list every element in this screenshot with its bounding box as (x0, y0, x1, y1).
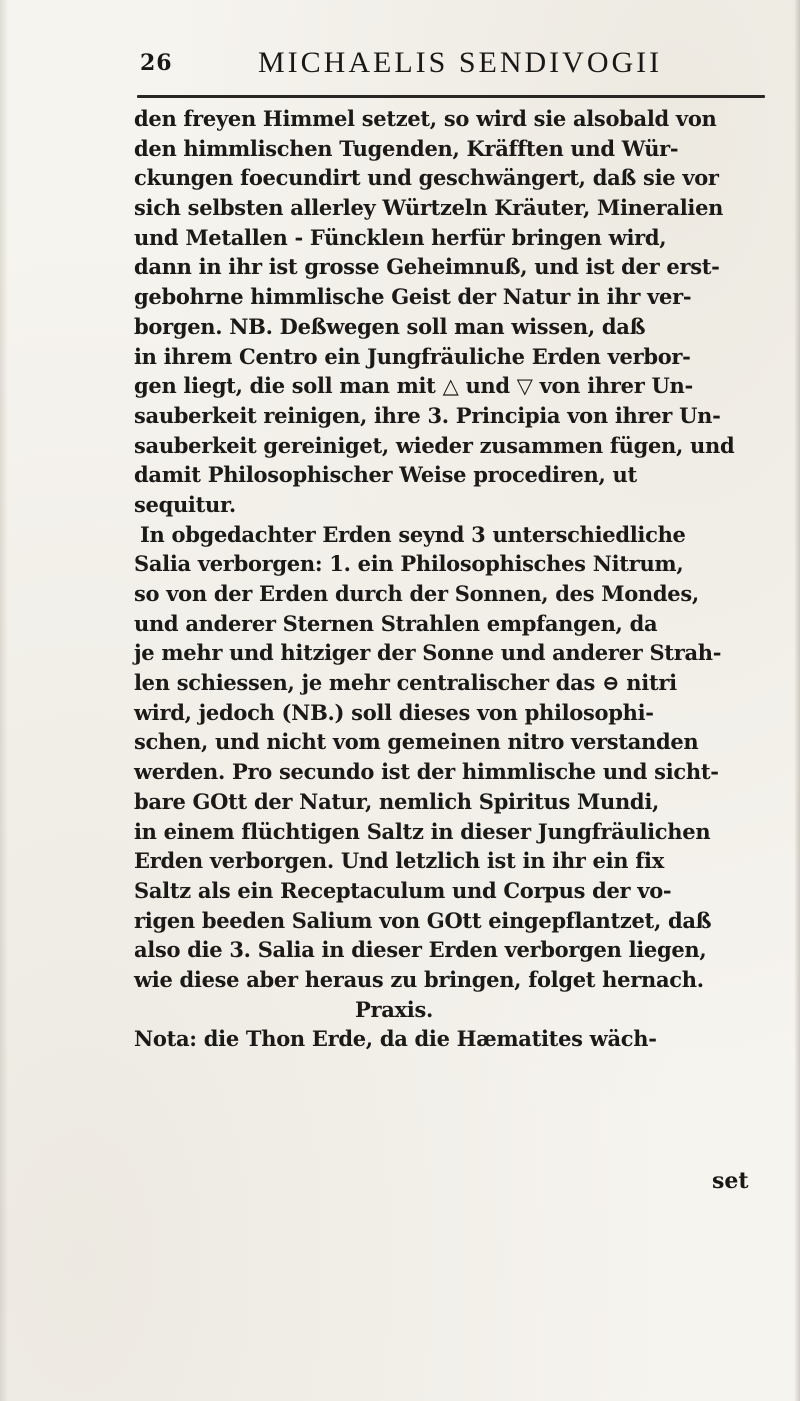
text-line: len schiessen, je mehr centralischer das ⊖ nitri (134, 670, 677, 696)
text-line: Saltz als ein Receptaculum und Corpus der vo- (134, 877, 672, 903)
text-line: wird, jedoch (NB.) soll dieses von philosophi- (134, 699, 654, 725)
text-line: borgen. NB. Deßwegen soll man wissen, daß (134, 313, 646, 339)
text-line: in ihrem Centro ein Jungfräuliche Erden verbor- (134, 343, 691, 369)
text-line: in einem flüchtigen Saltz in dieser Jungfräulichen (134, 818, 711, 844)
text-line: bare GOtt der Natur, nemlich Spiritus Mundi, (134, 788, 660, 814)
text-line: In obgedachter Erden seynd 3 unterschiedliche (140, 521, 686, 547)
text-line: sauberkeit gereiniget, wieder zusammen fügen, und (134, 432, 735, 458)
text-line: Erden verborgen. Und letzlich ist in ihr ein fix (134, 848, 664, 874)
text-line: gen liegt, die soll man mit △ und ▽ von ihrer Un- (134, 373, 693, 399)
text-line: je mehr und hitziger der Sonne und anderer Strah- (134, 640, 722, 666)
text-line: so von der Erden durch der Sonnen, des Mondes, (134, 581, 699, 606)
text-line: also die 3. Salia in dieser Erden verborgen liegen, (134, 937, 707, 963)
section-heading-praxis: Praxis. (355, 996, 433, 1022)
running-head: MICHAELIS SENDIVOGII (258, 46, 663, 79)
text-line: sich selbsten allerley Würtzeln Kräuter, Mineralien (134, 195, 724, 221)
text-line: und Metallen - Fünckleın herfür bringen wird, (134, 224, 667, 250)
text-line: den himmlischen Tugenden, Kräfften und Wür- (134, 135, 679, 161)
body-text (134, 104, 774, 1054)
text-line: werden. Pro secundo ist der himmlische und sicht- (134, 759, 719, 785)
page-fold-shadow (0, 0, 8, 1401)
page-number: 26 (140, 50, 173, 76)
text-line: gebohrne himmlische Geist der Natur in ihr ver- (134, 284, 692, 310)
text-line: damit Philosophischer Weise procediren, ut (134, 462, 637, 488)
text-line: sequitur. (134, 491, 236, 517)
text-line: den freyen Himmel setzet, so wird sie alsobald von (134, 106, 717, 131)
text-line: Salia verborgen: 1. ein Philosophisches Nitrum, (134, 551, 684, 577)
text-line: rigen beeden Salium von GOtt eingepflantzet, daß (134, 907, 712, 933)
text-line: dann in ihr ist grosse Geheimnuß, und ist der erst- (134, 254, 720, 280)
text-line: ckungen foecundirt und geschwängert, daß sie vor (134, 165, 719, 191)
page-header (140, 46, 700, 90)
text-line: sauberkeit reinigen, ihre 3. Principia von ihrer Un- (134, 402, 721, 428)
page-edge-shadow (794, 0, 800, 1401)
text-line: wie diese aber heraus zu bringen, folget hernach. (134, 966, 704, 992)
header-rule (137, 95, 765, 98)
text-line: Nota: die Thon Erde, da die Hæmatites wäch- (134, 1026, 657, 1052)
text-line: und anderer Sternen Strahlen empfangen, da (134, 610, 658, 636)
catchword: set (712, 1168, 749, 1194)
text-line: schen, und nicht vom gemeinen nitro verstanden (134, 729, 699, 755)
